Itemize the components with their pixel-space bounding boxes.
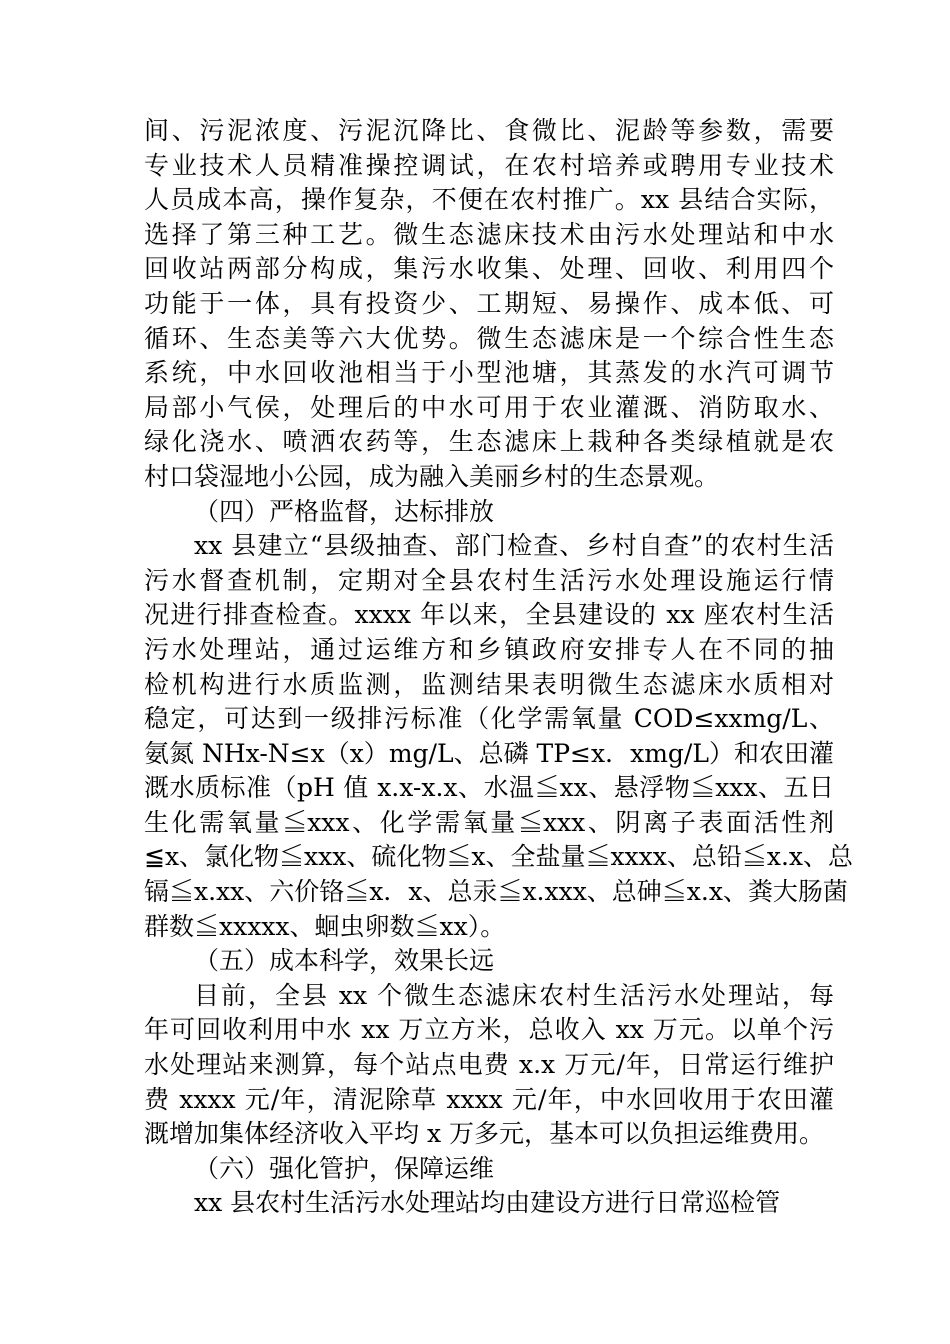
text-line: 人员成本高，操作复杂，不便在农村推广。xx 县结合实际， <box>144 185 834 215</box>
paragraph-supervision <box>144 529 853 944</box>
text-line: 污水督查机制，定期对全县农村生活污水处理设施运行情 <box>144 565 834 595</box>
text-line: 循环、生态美等六大优势。微生态滤床是一个综合性生态 <box>144 323 834 353</box>
text-line: 氨氮 NHx-N≤x（x）mg/L、总磷 TP≤x．xmg/L）和农田灌 <box>144 738 834 768</box>
text-line: 回收站两部分构成，集污水收集、处理、回收、利用四个 <box>144 254 834 284</box>
text-line: 污水处理站，通过运维方和乡镇政府安排专人在不同的抽 <box>144 634 834 664</box>
text-line: 况进行排查检查。xxxx 年以来，全县建设的 xx 座农村生活 <box>144 600 834 630</box>
document-page <box>144 114 853 1221</box>
text-line: 费 xxxx 元/年，清泥除草 xxxx 元/年，中水回收用于农田灌 <box>144 1084 834 1114</box>
section-heading-supervision: （四）严格监督，达标排放 <box>194 496 495 526</box>
section-heading-maintenance: （六）强化管护，保障运维 <box>194 1153 495 1183</box>
paragraph-cost <box>144 979 834 1152</box>
text-line: xx 县农村生活污水处理站均由建设方进行日常巡检管 <box>194 1188 781 1218</box>
text-line: 目前，全县 xx 个微生态滤床农村生活污水处理站，每 <box>194 980 834 1010</box>
text-line: 镉≦x.xx、六价铬≦x．x、总汞≦x.xxx、总砷≦x.x、粪大肠菌 <box>144 877 848 907</box>
text-line: 局部小气侯，处理后的中水可用于农业灌溉、消防取水、 <box>144 392 834 422</box>
text-line: 村口袋湿地小公园，成为融入美丽乡村的生态景观。 <box>144 461 720 491</box>
text-line: 溉水质标准（pH 值 x.x-x.x、水温≦xx、悬浮物≦xxx、五日 <box>144 773 834 803</box>
text-line: 检机构进行水质监测，监测结果表明微生态滤床水质相对 <box>144 669 834 699</box>
text-line: 群数≦xxxxx、蛔虫卵数≦xx）。 <box>144 911 506 941</box>
text-line: 选择了第三种工艺。微生态滤床技术由污水处理站和中水 <box>144 219 834 249</box>
text-line: 系统，中水回收池相当于小型池塘，其蒸发的水汽可调节 <box>144 358 834 388</box>
text-line: 绿化浇水、喷洒农药等，生态滤床上栽种各类绿植就是农 <box>144 427 834 457</box>
text-line: ≦x、氯化物≦xxx、硫化物≦x、全盐量≦xxxx、总铅≦x.x、总 <box>144 842 853 872</box>
text-line: xx 县建立“县级抽查、部门检查、乡村自查”的农村生活 <box>194 531 834 561</box>
text-line: 年可回收利用中水 xx 万立方米，总收入 xx 万元。以单个污 <box>144 1015 834 1045</box>
text-line: 水处理站来测算，每个站点电费 x.x 万元/年，日常运行维护 <box>144 1050 834 1080</box>
text-line: 专业技术人员精准操控调试，在农村培养或聘用专业技术 <box>144 150 834 180</box>
section-heading-cost: （五）成本科学，效果长远 <box>194 946 495 976</box>
text-line: 间、污泥浓度、污泥沉降比、食微比、泥龄等参数，需要 <box>144 116 834 145</box>
text-line: 功能于一体，具有投资少、工期短、易操作、成本低、可 <box>144 288 834 318</box>
text-line: 溉增加集体经济收入平均 x 万多元，基本可以负担运维费用。 <box>144 1119 824 1149</box>
text-line: 生化需氧量≦xxx、化学需氧量≦xxx、阴离子表面活性剂 <box>144 807 834 837</box>
text-line: 稳定，可达到一级排污标准（化学需氧量 COD≤xxmg/L、 <box>144 704 834 734</box>
paragraph-process-intro <box>144 114 834 495</box>
paragraph-maintenance <box>144 1186 834 1221</box>
